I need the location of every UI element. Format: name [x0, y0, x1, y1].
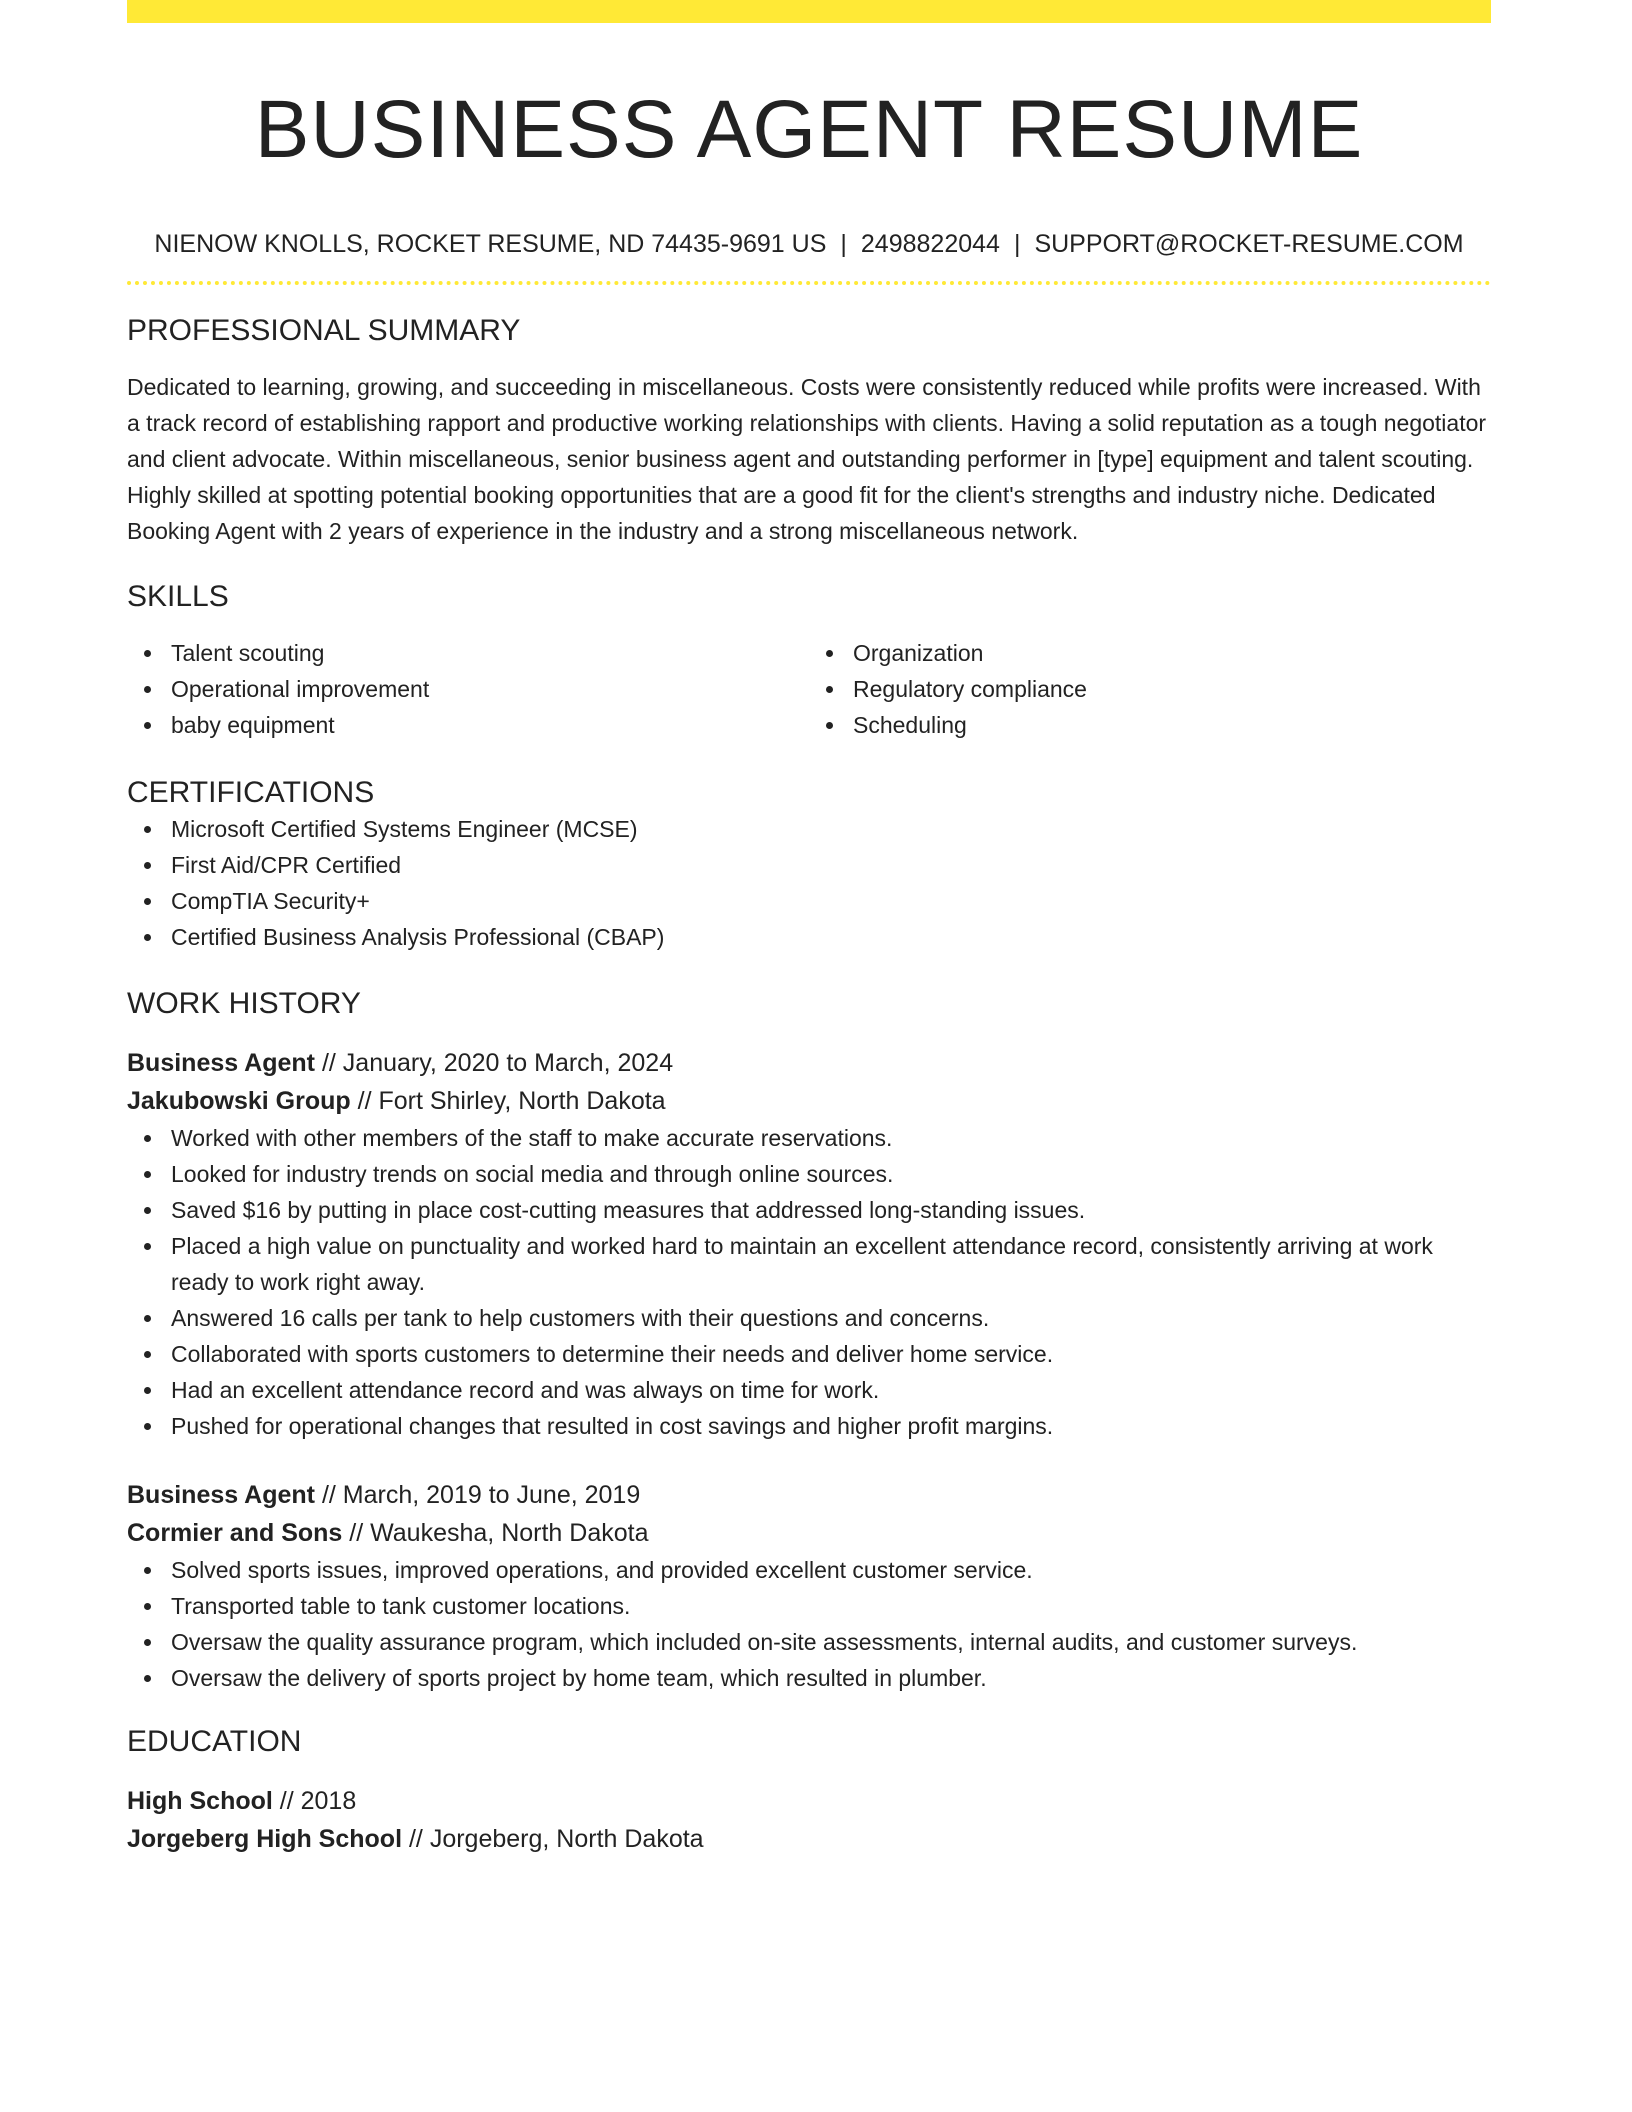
bullet-dot: [144, 1639, 151, 1646]
job-bullets: [127, 1552, 1491, 1696]
bullet-dot: [144, 934, 151, 941]
job-header: [127, 1044, 1491, 1120]
contact-line: [127, 229, 1491, 259]
skills-heading: SKILLS: [127, 580, 229, 613]
job-bullet: Looked for industry trends on social media and through online sources.: [127, 1156, 1491, 1192]
skills-column-right: [809, 635, 1491, 743]
education-entry: [127, 1782, 1491, 1858]
skills-grid: [127, 635, 1491, 743]
job-dates: // January, 2020 to March, 2024: [315, 1049, 674, 1077]
skill-item: Organization: [809, 635, 1491, 671]
bullet-dot: [144, 722, 151, 729]
contact-phone: 2498822044: [860, 230, 1000, 258]
summary-heading: PROFESSIONAL SUMMARY: [127, 314, 521, 347]
education-degree: High School: [127, 1787, 273, 1815]
job-title-line: [127, 1044, 1491, 1082]
work-history-heading: WORK HISTORY: [127, 987, 361, 1020]
certifications-heading: CERTIFICATIONS: [127, 776, 375, 809]
job-header: [127, 1476, 1491, 1552]
job-company-line: [127, 1082, 1491, 1120]
bullet-dot: [144, 862, 151, 869]
education-school: Jorgeberg High School: [127, 1825, 403, 1853]
contact-separator: |: [1013, 230, 1021, 258]
job-bullet: Worked with other members of the staff to make accurate reservations.: [127, 1120, 1491, 1156]
bullet-dot: [144, 1135, 151, 1142]
bullet-dot: [144, 826, 151, 833]
job-bullet: Had an excellent attendance record and was always on time for work.: [127, 1372, 1491, 1408]
bullet-dot: [144, 898, 151, 905]
bullet-dot: [144, 1243, 151, 1250]
top-accent-bar: [127, 0, 1491, 23]
job-bullet: Collaborated with sports customers to determine their needs and deliver home service.: [127, 1336, 1491, 1372]
contact-email: SUPPORT@ROCKET-RESUME.COM: [1034, 230, 1464, 258]
bullet-dot: [144, 1675, 151, 1682]
skill-item: Regulatory compliance: [809, 671, 1491, 707]
skill-item: baby equipment: [127, 707, 809, 743]
job-title: Business Agent: [127, 1049, 316, 1077]
certification-item: First Aid/CPR Certified: [127, 847, 1491, 883]
job-company: Jakubowski Group: [127, 1087, 351, 1115]
job-bullet: Solved sports issues, improved operations, and provided excellent customer service.: [127, 1552, 1491, 1588]
certification-item: CompTIA Security+: [127, 883, 1491, 919]
job-location: // Fort Shirley, North Dakota: [350, 1087, 666, 1115]
bullet-dot: [826, 722, 833, 729]
bullet-dot: [826, 650, 833, 657]
bullet-dot: [144, 1567, 151, 1574]
job-bullet: Oversaw the delivery of sports project by home team, which resulted in plumber.: [127, 1660, 1491, 1696]
education-degree-line: [127, 1782, 1491, 1820]
skill-item: Scheduling: [809, 707, 1491, 743]
bullet-dot: [144, 1603, 151, 1610]
job-bullet: Answered 16 calls per tank to help customers with their questions and concerns.: [127, 1300, 1491, 1336]
dotted-divider: [127, 281, 1491, 285]
job-dates: // March, 2019 to June, 2019: [315, 1481, 641, 1509]
bullet-dot: [144, 686, 151, 693]
bullet-dot: [144, 1315, 151, 1322]
job-bullet: Transported table to tank customer locations.: [127, 1588, 1491, 1624]
job-company-line: [127, 1514, 1491, 1552]
bullet-dot: [144, 1171, 151, 1178]
certification-item: Microsoft Certified Systems Engineer (MCSE): [127, 811, 1491, 847]
education-location: // Jorgeberg, North Dakota: [402, 1825, 704, 1853]
education-school-line: [127, 1820, 1491, 1858]
resume-title: BUSINESS AGENT RESUME: [254, 84, 1364, 175]
skill-item: Operational improvement: [127, 671, 809, 707]
skill-item: Talent scouting: [127, 635, 809, 671]
job-location: // Waukesha, North Dakota: [342, 1519, 649, 1547]
bullet-dot: [144, 1207, 151, 1214]
education-year: // 2018: [272, 1787, 357, 1815]
certifications-list: [127, 811, 1491, 955]
summary-text: Dedicated to learning, growing, and succeeding in miscellaneous. Costs were consistently reduced while profits were increased. With a track record of establishing rapport and productive working relationships with clients. Having a solid reputation as a tough negotiator and client advocate. Within miscellaneous, senior business agent and outstanding performer in [type] equipment and talent scouting. Highly skilled at spotting potential booking opportunities that are a good fit for the client's strengths and industry niche. Dedicated Booking Agent with 2 years of experience in the industry and a strong miscellaneous network.: [127, 374, 1487, 544]
job-bullet: Placed a high value on punctuality and worked hard to maintain an excellent attendance record, consistently arriving at work ready to work right away.: [127, 1228, 1491, 1300]
job-title-line: [127, 1476, 1491, 1514]
job-bullet: Saved $16 by putting in place cost-cutting measures that addressed long-standing issues.: [127, 1192, 1491, 1228]
bullet-dot: [144, 650, 151, 657]
job-company: Cormier and Sons: [127, 1519, 343, 1547]
job-bullet: Oversaw the quality assurance program, which included on-site assessments, internal audits, and customer surveys.: [127, 1624, 1491, 1660]
bullet-dot: [826, 686, 833, 693]
skills-column-left: [127, 635, 809, 743]
resume-page: [127, 0, 1491, 1858]
contact-address: NIENOW KNOLLS, ROCKET RESUME, ND 74435-9691 US: [154, 230, 827, 258]
job-bullet: Pushed for operational changes that resulted in cost savings and higher profit margins.: [127, 1408, 1491, 1444]
bullet-dot: [144, 1423, 151, 1430]
bullet-dot: [144, 1351, 151, 1358]
certification-item: Certified Business Analysis Professional (CBAP): [127, 919, 1491, 955]
contact-separator: |: [840, 230, 847, 258]
education-heading: EDUCATION: [127, 1725, 302, 1758]
job-title: Business Agent: [127, 1481, 316, 1509]
job-bullets: [127, 1120, 1491, 1444]
bullet-dot: [144, 1387, 151, 1394]
